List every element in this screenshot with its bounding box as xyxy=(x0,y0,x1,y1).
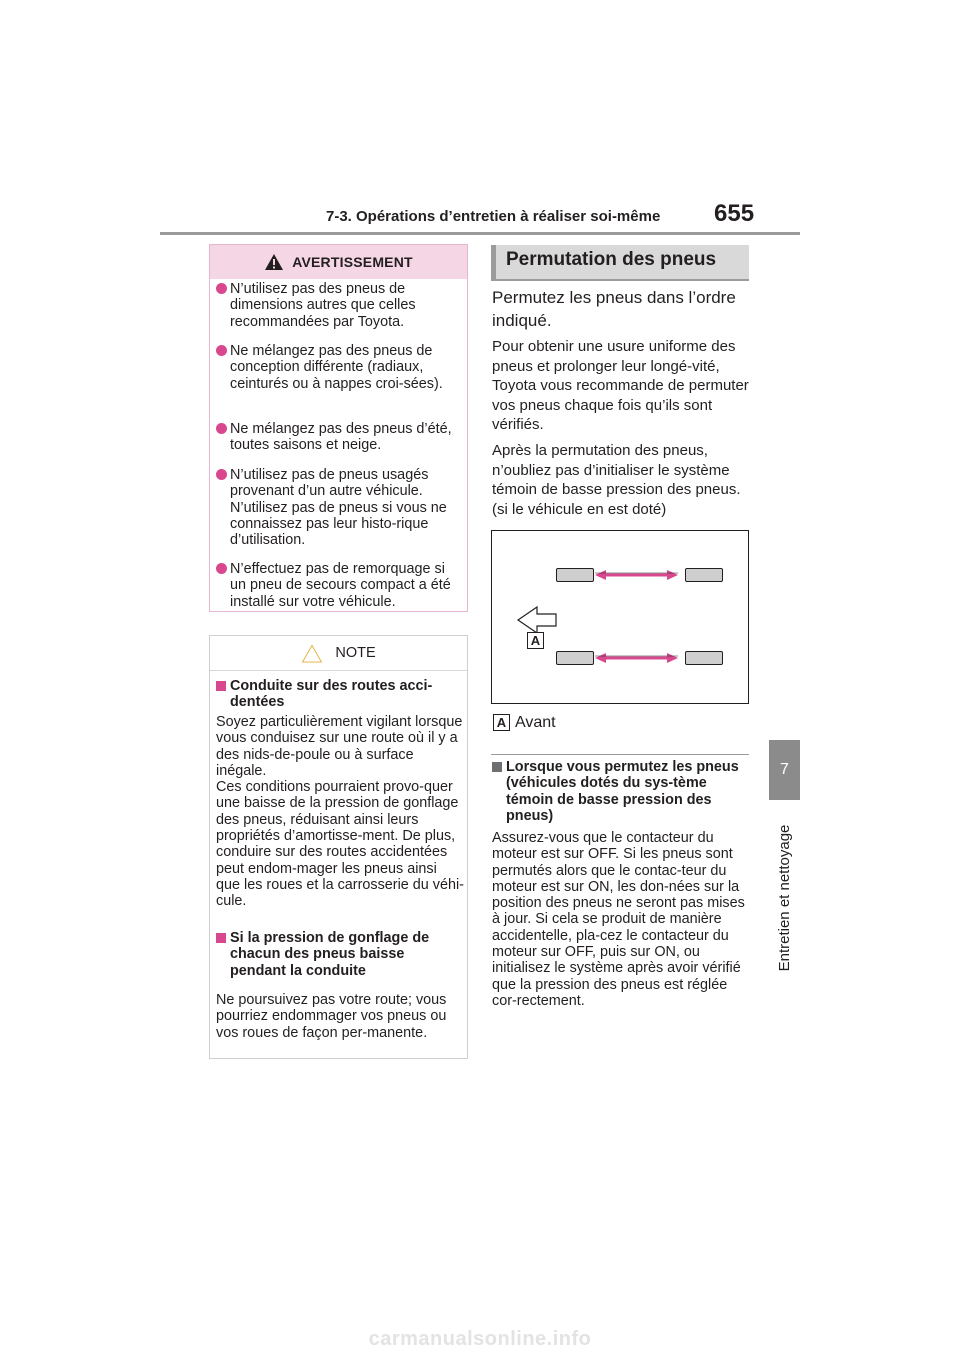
chapter-tab: 7 xyxy=(769,740,800,800)
note-title: NOTE xyxy=(335,645,376,661)
caution-outline-triangle-icon xyxy=(301,644,323,663)
warning-header xyxy=(210,245,467,279)
warning-triangle-icon xyxy=(264,253,284,271)
double-arrow-icon xyxy=(595,653,678,663)
warning-item: Ne mélangez pas des pneus de conception différente (radiaux, ceinturés ou à nappes croi-sées). xyxy=(216,343,462,392)
note-box xyxy=(209,635,468,1059)
bullet-icon xyxy=(216,423,227,434)
diagram-badge: A xyxy=(527,632,544,649)
section-title: Permutation des pneus xyxy=(506,249,717,270)
square-bullet-icon xyxy=(216,933,226,943)
bullet-icon xyxy=(216,283,227,294)
lead-text: Permutez les pneus dans l’ordre indiqué. xyxy=(492,288,736,330)
section-rule xyxy=(491,279,749,281)
section-title-bar xyxy=(491,245,749,279)
subsection-rule xyxy=(491,754,749,755)
warning-title: AVERTISSEMENT xyxy=(292,254,413,270)
tire-rotation-diagram xyxy=(491,530,749,704)
square-bullet-icon xyxy=(216,681,226,691)
bullet-icon xyxy=(216,563,227,574)
watermark: carmanualsonline.info xyxy=(368,1328,592,1350)
double-arrow-icon xyxy=(595,570,678,580)
note-divider xyxy=(210,670,467,671)
square-bullet-icon xyxy=(492,762,502,772)
bullet-icon xyxy=(216,345,227,356)
paragraph: Pour obtenir une usure uniforme des pneus et prolonger leur longé-vité, Toyota vous recommande de permuter vos pneus chaque fois qu’ils sont vérifiés. xyxy=(492,338,749,433)
paragraph: Après la permutation des pneus, n’oubliez pas d’initialiser le système témoin de basse pression des pneus. (si le véhicule en est doté) xyxy=(492,442,741,518)
front-direction-arrow-icon xyxy=(518,607,556,633)
bullet-icon xyxy=(216,469,227,480)
note-paragraph: Ne poursuivez pas votre route; vous pourriez endommager vos pneus ou vos roues de façon per-manente. xyxy=(216,992,447,1041)
warning-item: N’utilisez pas des pneus de dimensions autres que celles recommandées par Toyota. xyxy=(216,281,462,330)
warning-item: Ne mélangez pas des pneus d’été, toutes saisons et neige. xyxy=(216,421,462,454)
header-rule xyxy=(160,232,800,235)
note-subheading: Si la pression de gonflage de chacun des pneus baisse pendant la conduite xyxy=(216,930,462,979)
note-paragraph: Soyez particulièrement vigilant lorsque vous conduisez sur une route où il y a des nids-de-poule ou à surface inégale. Ces conditions pourraient provo-quer une baisse de la pression de gonflage des pneus, réduisant ainsi leurs propriétés d’amortisse-ment. De plus, conduire sur des routes accidentées peut endom-mager les pneus ainsi que les roues et la carrosserie du véhi-cule. xyxy=(216,714,464,910)
warning-box xyxy=(209,244,468,612)
running-header: 7-3. Opérations d’entretien à réaliser soi-même xyxy=(326,208,661,225)
page-number: 655 xyxy=(714,200,755,227)
rotation-arrows xyxy=(492,531,748,703)
rotation-note-heading: Lorsque vous permutez les pneus (véhicules dotés du sys-tème témoin de basse pression des pneus) xyxy=(492,759,750,824)
chapter-label xyxy=(774,818,796,978)
warning-item: N’effectuez pas de remorquage si un pneu de secours compact a été installé sur votre véhicule. xyxy=(216,561,462,610)
note-header xyxy=(210,636,467,670)
legend-badge: A xyxy=(493,714,510,731)
chapter-label-text: Entretien et nettoyage xyxy=(776,824,793,972)
note-subheading: Conduite sur des routes acci-dentées xyxy=(216,678,462,711)
warning-item: N’utilisez pas de pneus usagés provenant d’un autre véhicule. N’utilisez pas de pneus si vous ne connaissez pas leur histo-rique d’utilisation. xyxy=(216,467,462,548)
legend-text: Avant xyxy=(515,714,556,731)
rotation-note-text: Assurez-vous que le contacteur du moteur est sur OFF. Si les pneus sont permutés alors que le contac-teur du moteur est sur ON, les don-nées sur la position des pneus ne seront pas mises à jour. Si cela se produit de manière accidentelle, pla-cez le contacteur du moteur sur OFF, puis sur ON, ou initialisez le système après avoir vérifié que la pression des pneus est réglée cor-rectement. xyxy=(492,830,745,1009)
